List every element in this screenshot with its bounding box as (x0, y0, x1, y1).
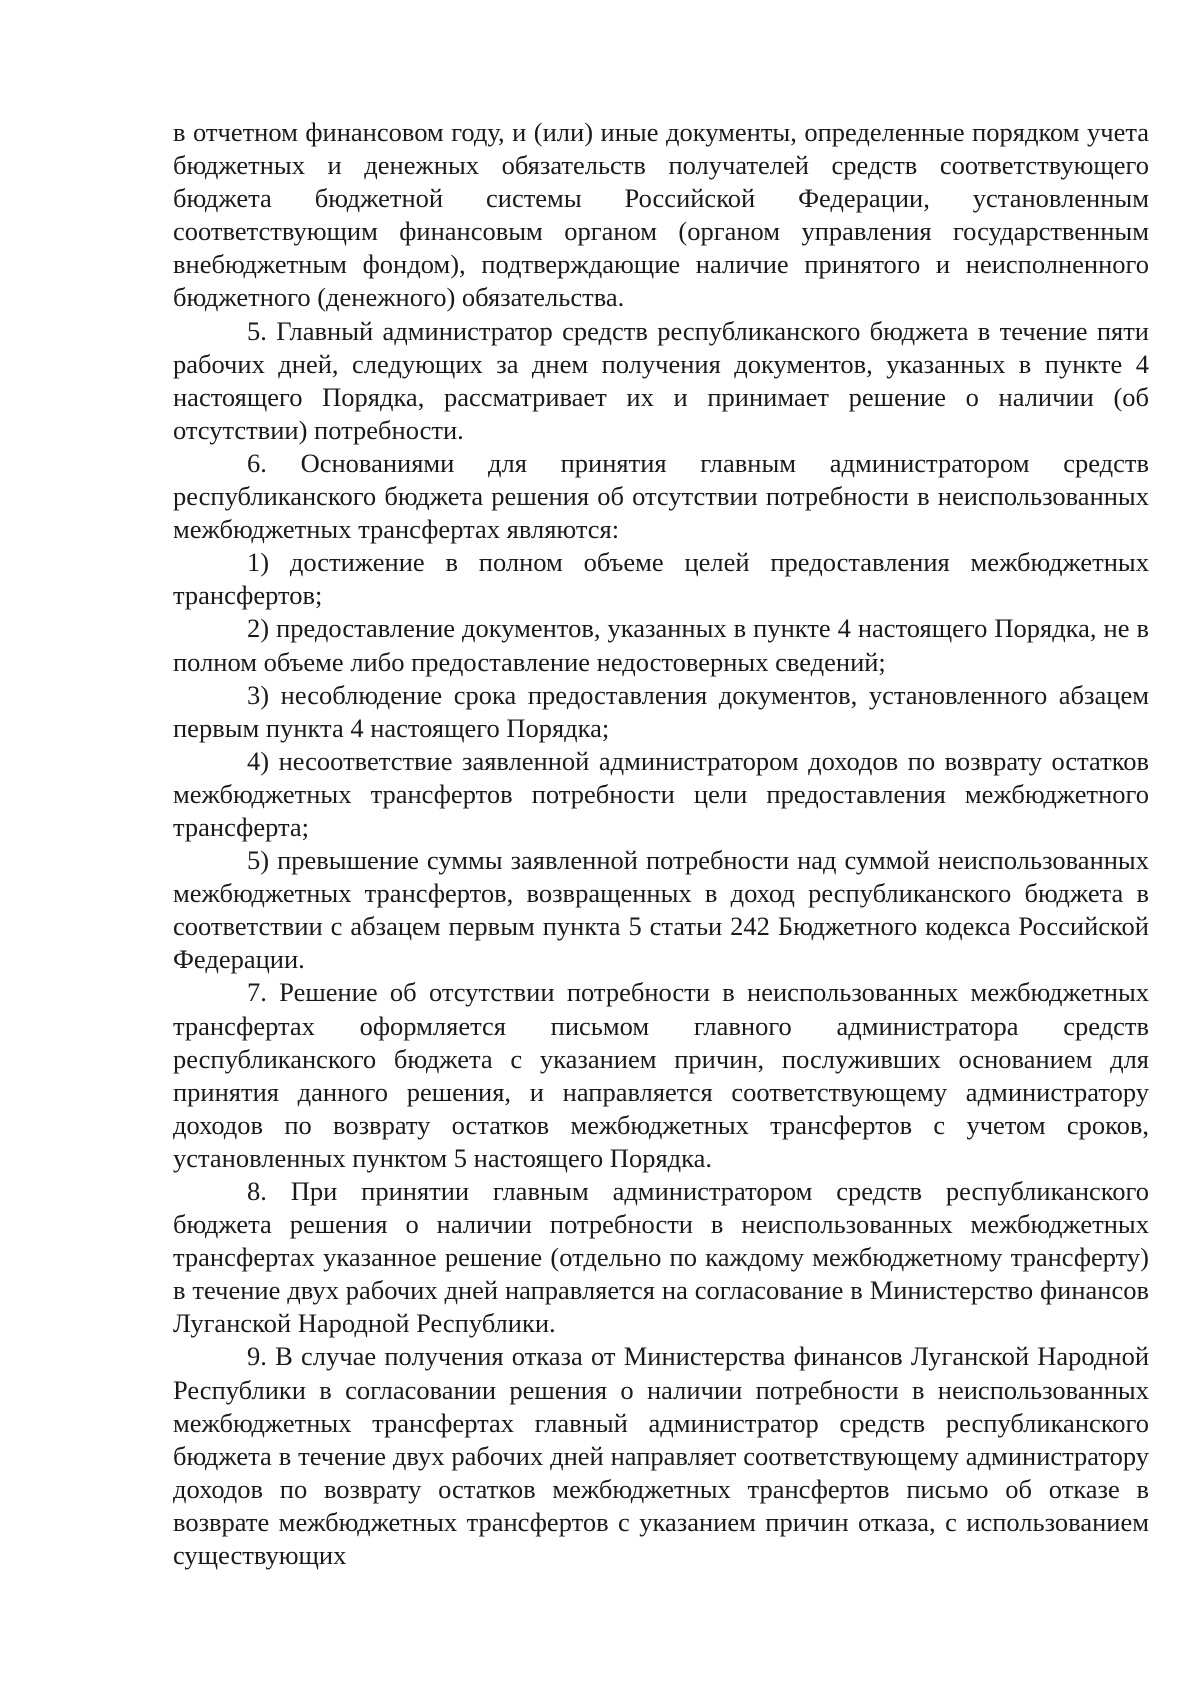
paragraph-subitem-1: 1) достижение в полном объеме целей предоставления межбюджетных трансфертов; (173, 547, 1149, 611)
paragraph-continuation: в отчетном финансовом году, и (или) иные документы, определенные порядком учета бюджетных и денежных обязательств получателей средств соответствующего бюджета бюджетной системы Российской Федерации, установленным соответствующим финансовым органом (органом управления государственным внебюджетным фондом), подтверждающие наличие принятого и неисполненного бюджетного (денежного) обязательства. (173, 117, 1149, 313)
paragraph-subitem-2: 2) предоставление документов, указанных в пункте 4 настоящего Порядка, не в полном объеме либо предоставление недостоверных сведений; (173, 613, 1149, 677)
paragraph-item-7: 7. Решение об отсутствии потребности в неиспользованных межбюджетных трансфертах оформляется письмом главного администратора средств республиканского бюджета с указанием причин, послуживших основанием для принятия данного решения, и направляется соответствующему администратору доходов по возврату остатков межбюджетных трансфертов с учетом сроков, установленных пунктом 5 настоящего Порядка. (173, 977, 1149, 1173)
paragraph-item-5: 5. Главный администратор средств республиканского бюджета в течение пяти рабочих дней, следующих за днем получения документов, указанных в пункте 4 настоящего Порядка, рассматривает их и принимает решение о наличии (об отсутствии) потребности. (173, 315, 1149, 445)
paragraph-item-9: 9. В случае получения отказа от Министерства финансов Луганской Народной Республики в согласовании решения о наличии потребности в неиспользованных межбюджетных трансфертах главный администратор средств республиканского бюджета в течение двух рабочих дней направляет соответствующему администратору доходов по возврату остатков межбюджетных трансфертов письмо об отказе в возврате межбюджетных трансфертов с указанием причин отказа, с использованием существующих (173, 1341, 1149, 1571)
paragraph-subitem-5: 5) превышение суммы заявленной потребности над суммой неиспользованных межбюджетных трансфертов, возвращенных в доход республиканского бюджета в соответствии с абзацем первым пункта 5 статьи 242 Бюджетного кодекса Российской Федерации. (173, 845, 1149, 975)
document-page (173, 116, 1149, 1572)
paragraph-item-8: 8. При принятии главным администратором средств республиканского бюджета решения о наличии потребности в неиспользованных межбюджетных трансфертах указанное решение (отдельно по каждому межбюджетному трансферту) в течение двух рабочих дней направляется на согласование в Министерство финансов Луганской Народной Республики. (173, 1176, 1149, 1339)
paragraph-item-6: 6. Основаниями для принятия главным администратором средств республиканского бюджета решения об отсутствии потребности в неиспользованных межбюджетных трансфертах являются: (173, 447, 1149, 545)
paragraph-subitem-4: 4) несоответствие заявленной администратором доходов по возврату остатков межбюджетных трансфертов потребности цели предоставления межбюджетного трансферта; (173, 745, 1149, 842)
paragraph-subitem-3: 3) несоблюдение срока предоставления документов, установленного абзацем первым пункта 4 настоящего Порядка; (173, 679, 1149, 743)
